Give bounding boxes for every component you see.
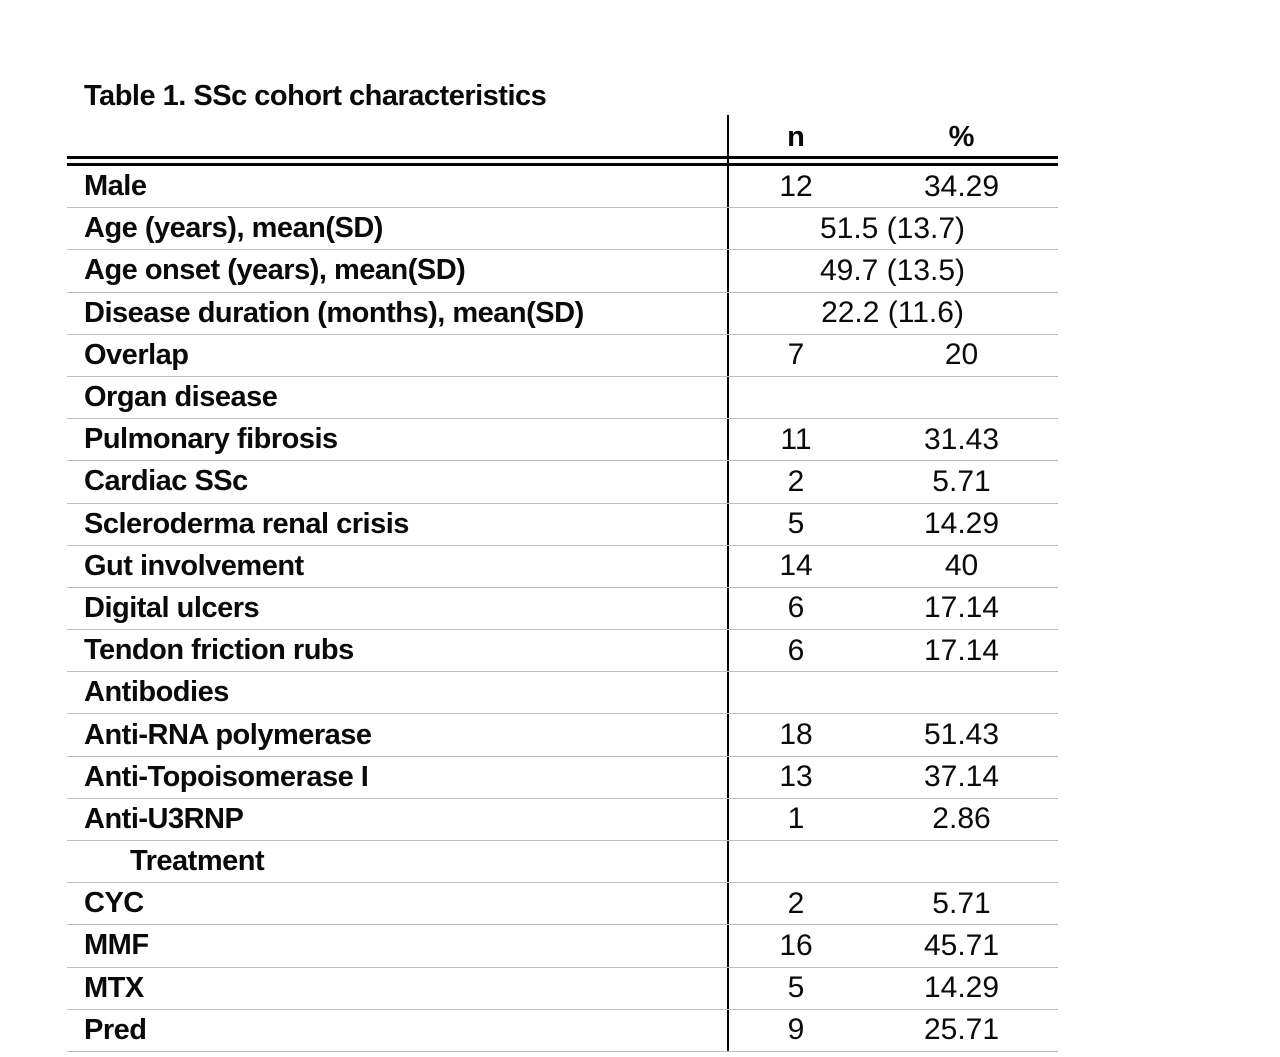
row-label: Pred [84,1013,147,1046]
cell-n: 12 [779,169,813,203]
cell-mean-sd: 49.7 (13.5) [819,253,966,287]
row-label: Treatment [130,845,265,878]
table-row [67,419,1058,461]
row-label: Cardiac SSc [84,465,248,498]
table-body [67,166,1058,1052]
row-label: Scleroderma renal crisis [84,507,409,540]
cell-percent: 37.14 [923,760,1000,794]
table-row [67,250,1058,292]
table-row [67,461,1058,503]
cell-n: 7 [787,338,805,372]
cell-percent: 5.71 [932,886,991,920]
cell-percent: 5.71 [932,464,991,498]
cell-percent: 34.29 [923,169,1000,203]
column-header-n: n [787,121,805,153]
cell-n: 2 [787,886,805,920]
table-row [67,714,1058,756]
cell-n: 18 [779,718,813,752]
cell-percent: 14.29 [923,507,1000,541]
cell-mean-sd: 51.5 (13.7) [819,211,966,245]
cell-percent: 31.43 [923,422,1000,456]
row-label: Anti-RNA polymerase [84,718,372,751]
cell-n: 13 [779,760,813,794]
cell-n: 6 [787,633,805,667]
cell-n: 1 [787,802,805,836]
row-label: Anti-Topoisomerase I [84,760,369,793]
row-label: Antibodies [84,676,229,709]
header-double-rule [67,156,1058,166]
table-row [67,841,1058,883]
table-row [67,504,1058,546]
row-label: Organ disease [84,381,278,414]
column-header-percent: % [948,121,975,153]
cell-percent: 25.71 [923,1013,1000,1047]
cell-n: 9 [787,1013,805,1047]
cell-percent: 14.29 [923,971,1000,1005]
row-label: Gut involvement [84,549,304,582]
table-row [67,588,1058,630]
table-row [67,293,1058,335]
table-row [67,166,1058,208]
table-row [67,672,1058,714]
table-row [67,335,1058,377]
table-row [67,757,1058,799]
cell-percent: 51.43 [923,718,1000,752]
row-label: Disease duration (months), mean(SD) [84,296,584,329]
cell-percent: 40 [944,549,979,583]
cell-n: 5 [787,507,805,541]
row-label: Tendon friction rubs [84,634,354,667]
table-row [67,630,1058,672]
table-row [67,377,1058,419]
table-row [67,546,1058,588]
cell-mean-sd: 22.2 (11.6) [821,296,964,330]
row-label: Digital ulcers [84,591,260,624]
row-label: Male [84,170,147,203]
table-title: Table 1. SSc cohort characteristics [84,80,547,112]
row-label: MMF [84,929,149,962]
table-row [67,1010,1058,1052]
table-row [67,799,1058,841]
table-row [67,925,1058,967]
row-label: Anti-U3RNP [84,802,244,835]
row-label: Age (years), mean(SD) [84,212,383,245]
cell-percent: 17.14 [923,591,1000,625]
cell-percent: 2.86 [932,802,991,836]
table-row [67,968,1058,1010]
table-row [67,208,1058,250]
cell-n: 16 [779,928,813,962]
cell-percent: 17.14 [923,633,1000,667]
table-row [67,883,1058,925]
row-label: Age onset (years), mean(SD) [84,254,466,287]
row-label: MTX [84,971,144,1004]
cell-n: 6 [787,591,805,625]
cell-n: 2 [787,464,805,498]
cell-n: 14 [779,549,813,583]
row-label: Pulmonary fibrosis [84,423,338,456]
cell-n: 5 [787,971,805,1005]
row-label: CYC [84,887,144,920]
cell-percent: 45.71 [923,928,1000,962]
cell-n: 11 [780,422,812,456]
cell-percent: 20 [944,338,979,372]
row-label: Overlap [84,338,189,371]
